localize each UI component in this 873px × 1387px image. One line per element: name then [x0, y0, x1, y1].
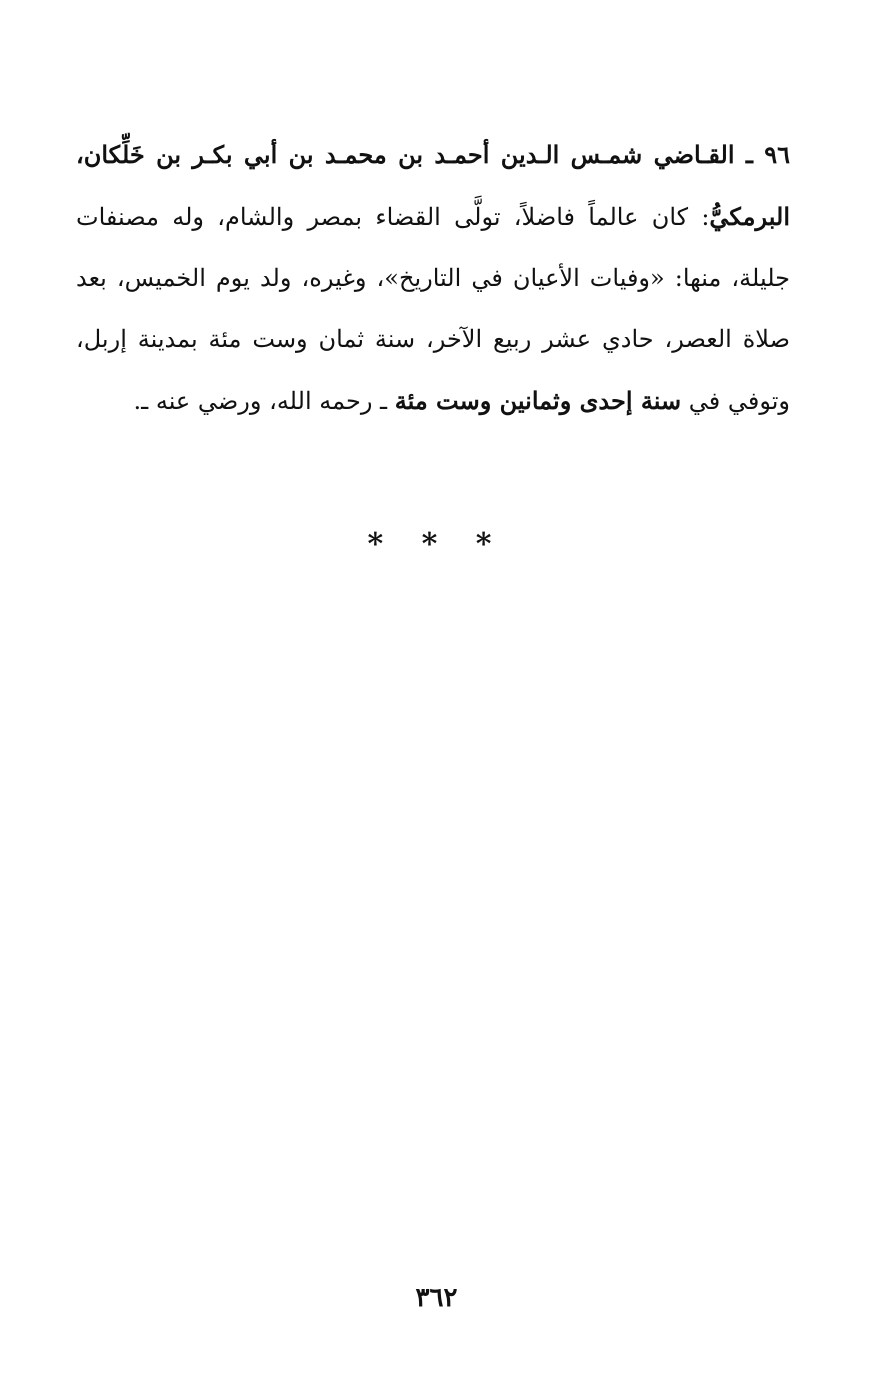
entry-heading: ٩٦ ـ القـاضي شمـس الـدين أحمـد بن محمـد بن أبي بكـر بن خَلِّكان، البرمكيُّ — [76, 140, 790, 231]
entry-text-part1: : كان عالماً فاضلاً، تولَّى القضاء بمصر والشام، وله مصنفات جليلة، منها: «وفيات الأعيان في التاريخ»، وغيره، ولد يوم الخميس، بعد صلاة العصر، حادي عشر ربيع الآخر، سنة ثمان وست مئة بمدينة إربل، وتوفي في — [76, 203, 790, 415]
biography-entry — [76, 124, 790, 432]
entry-text-part2: ـ رحمه الله، ورضي عنه ـ. — [133, 387, 395, 415]
entry-death-year: سنة إحدى وثمانين وست مئة — [394, 386, 682, 415]
section-separator: * * * — [367, 527, 506, 562]
page-number: ٣٦٢ — [415, 1283, 458, 1313]
